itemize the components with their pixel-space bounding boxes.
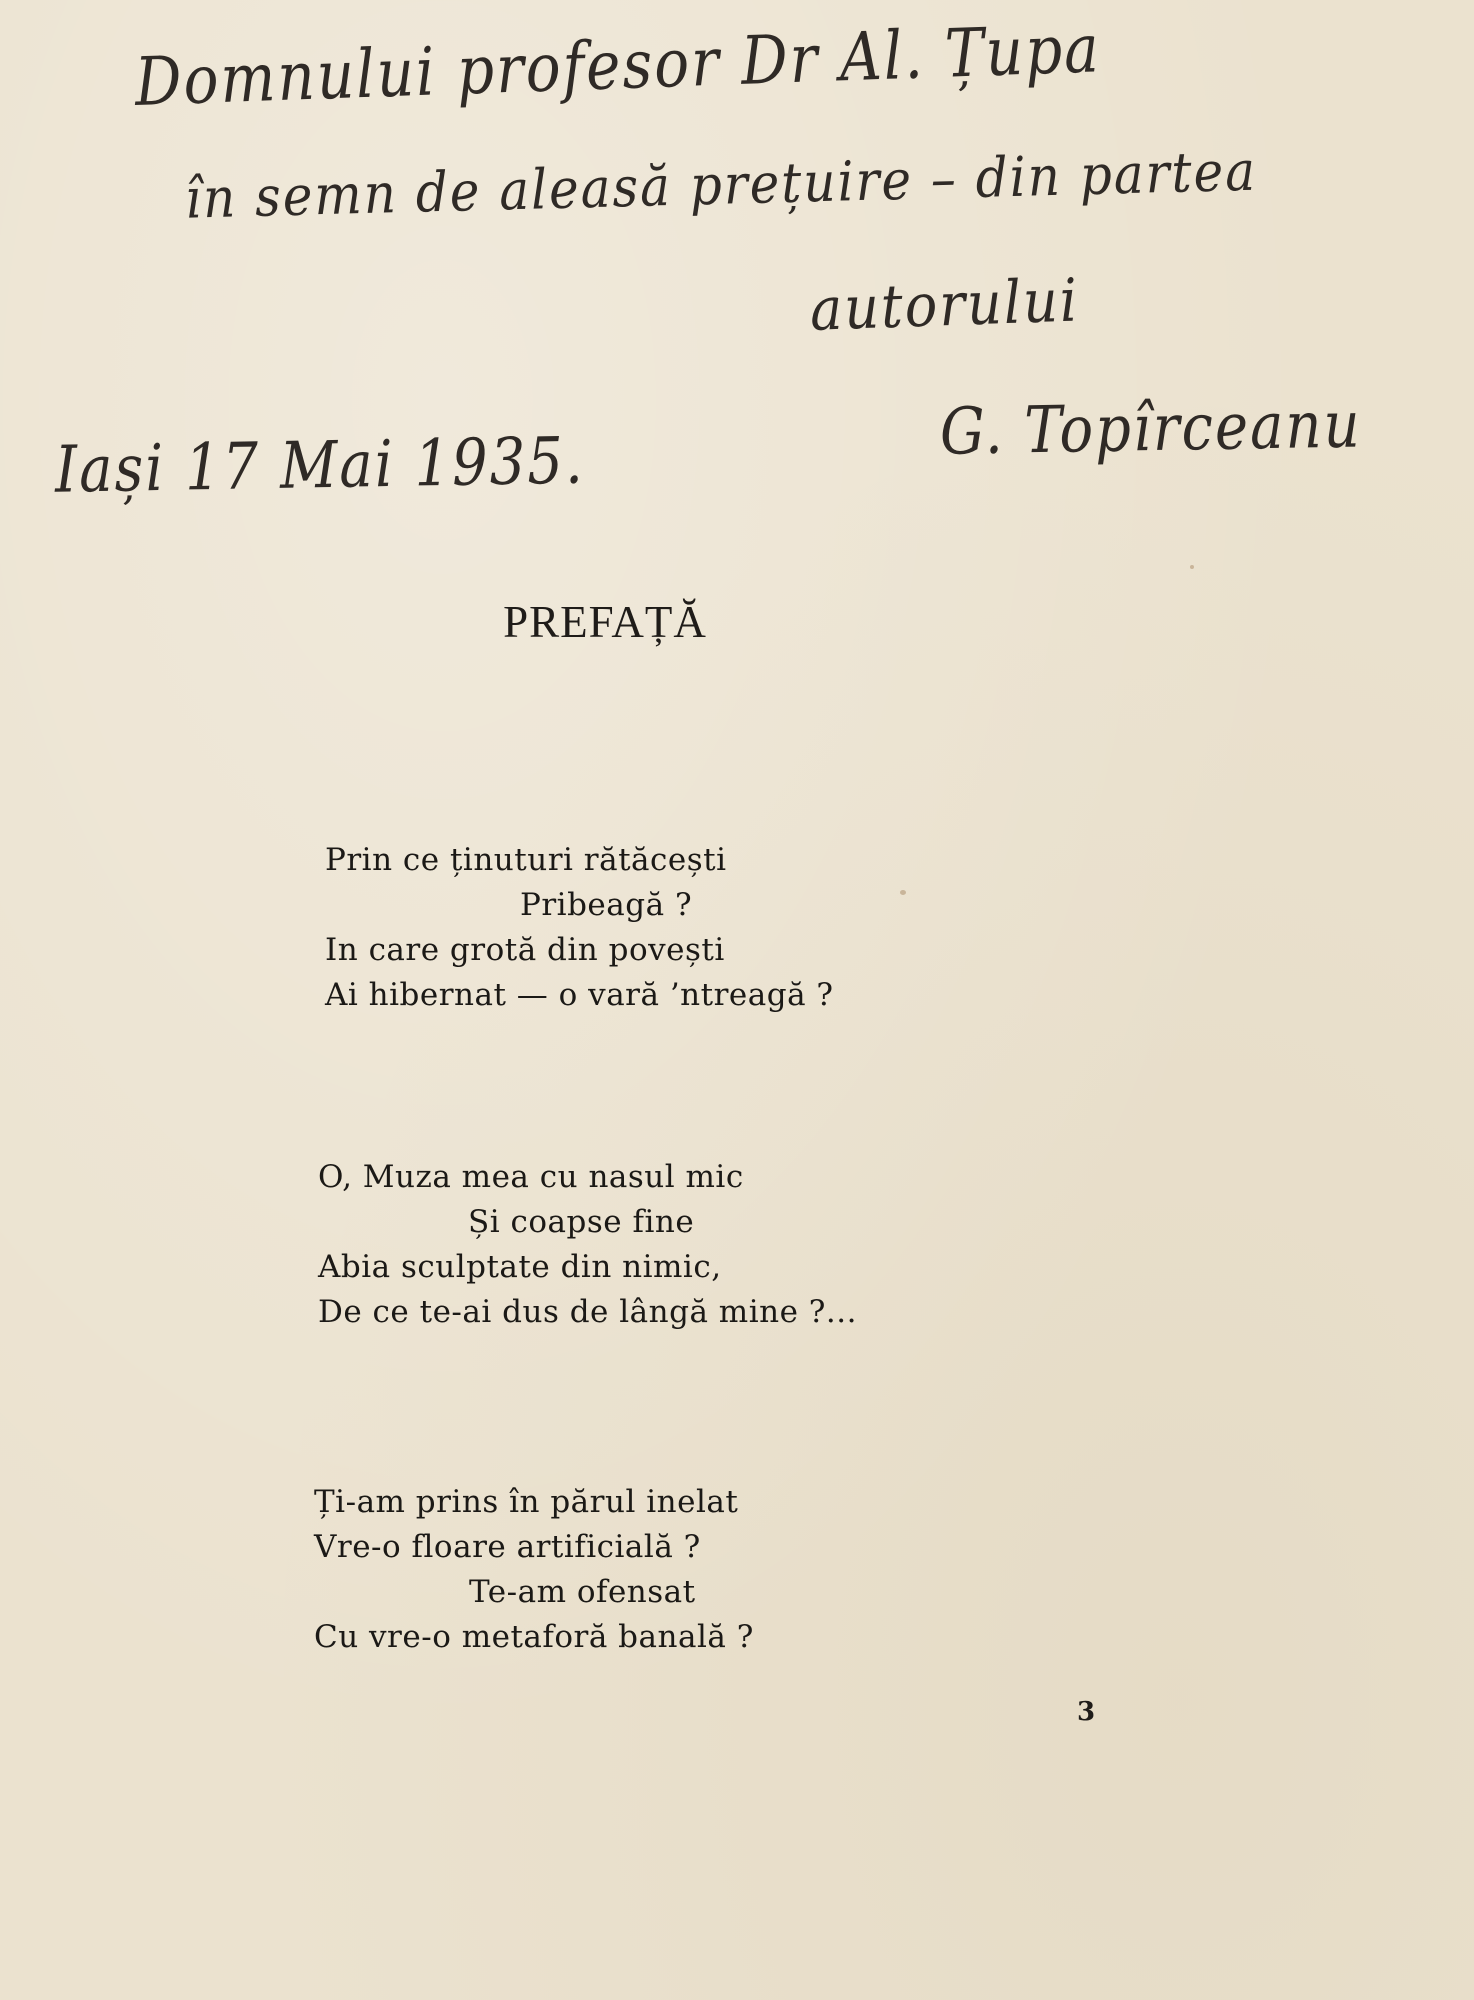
paper-speck (1190, 565, 1194, 569)
handwritten-dedication-line-2: în semn de aleasă prețuire – din partea (184, 139, 1258, 231)
page-number: 3 (1077, 1697, 1096, 1727)
poem-line: Ai hibernat — o vară ’ntreagă ? (325, 977, 834, 1013)
handwritten-dedication-line-3: autorului (808, 265, 1081, 345)
poem-line: Și coapse fine (468, 1204, 695, 1240)
stanza-1 (325, 838, 834, 1018)
stanza-3 (314, 1480, 754, 1660)
poem-line: In care grotă din povești (325, 932, 725, 968)
handwritten-dedication-line-1: Domnului profesor Dr Al. Țupa (133, 9, 1102, 122)
poem-line: Abia sculptate din nimic, (318, 1249, 722, 1285)
poem-line: Vre-o floare artificială ? (314, 1529, 701, 1565)
poem-line: Ți-am prins în părul inelat (314, 1484, 739, 1520)
poem-line: Cu vre-o metaforă banală ? (314, 1619, 754, 1655)
handwritten-place-date: Iași 17 Mai 1935. (54, 423, 586, 508)
stanza-2 (318, 1155, 857, 1335)
page-title: PREFAȚĂ (503, 597, 707, 647)
poem-line: O, Muza mea cu nasul mic (318, 1159, 744, 1195)
handwritten-signature: G. Topîrceanu (939, 387, 1363, 470)
poem-line: Prin ce ținuturi rătăcești (325, 842, 727, 878)
poem-line: Te-am ofensat (469, 1574, 696, 1610)
poem-line: Pribeagă ? (520, 887, 693, 923)
poem-line: De ce te-ai dus de lângă mine ?... (318, 1294, 857, 1330)
paper-speck (900, 890, 906, 895)
